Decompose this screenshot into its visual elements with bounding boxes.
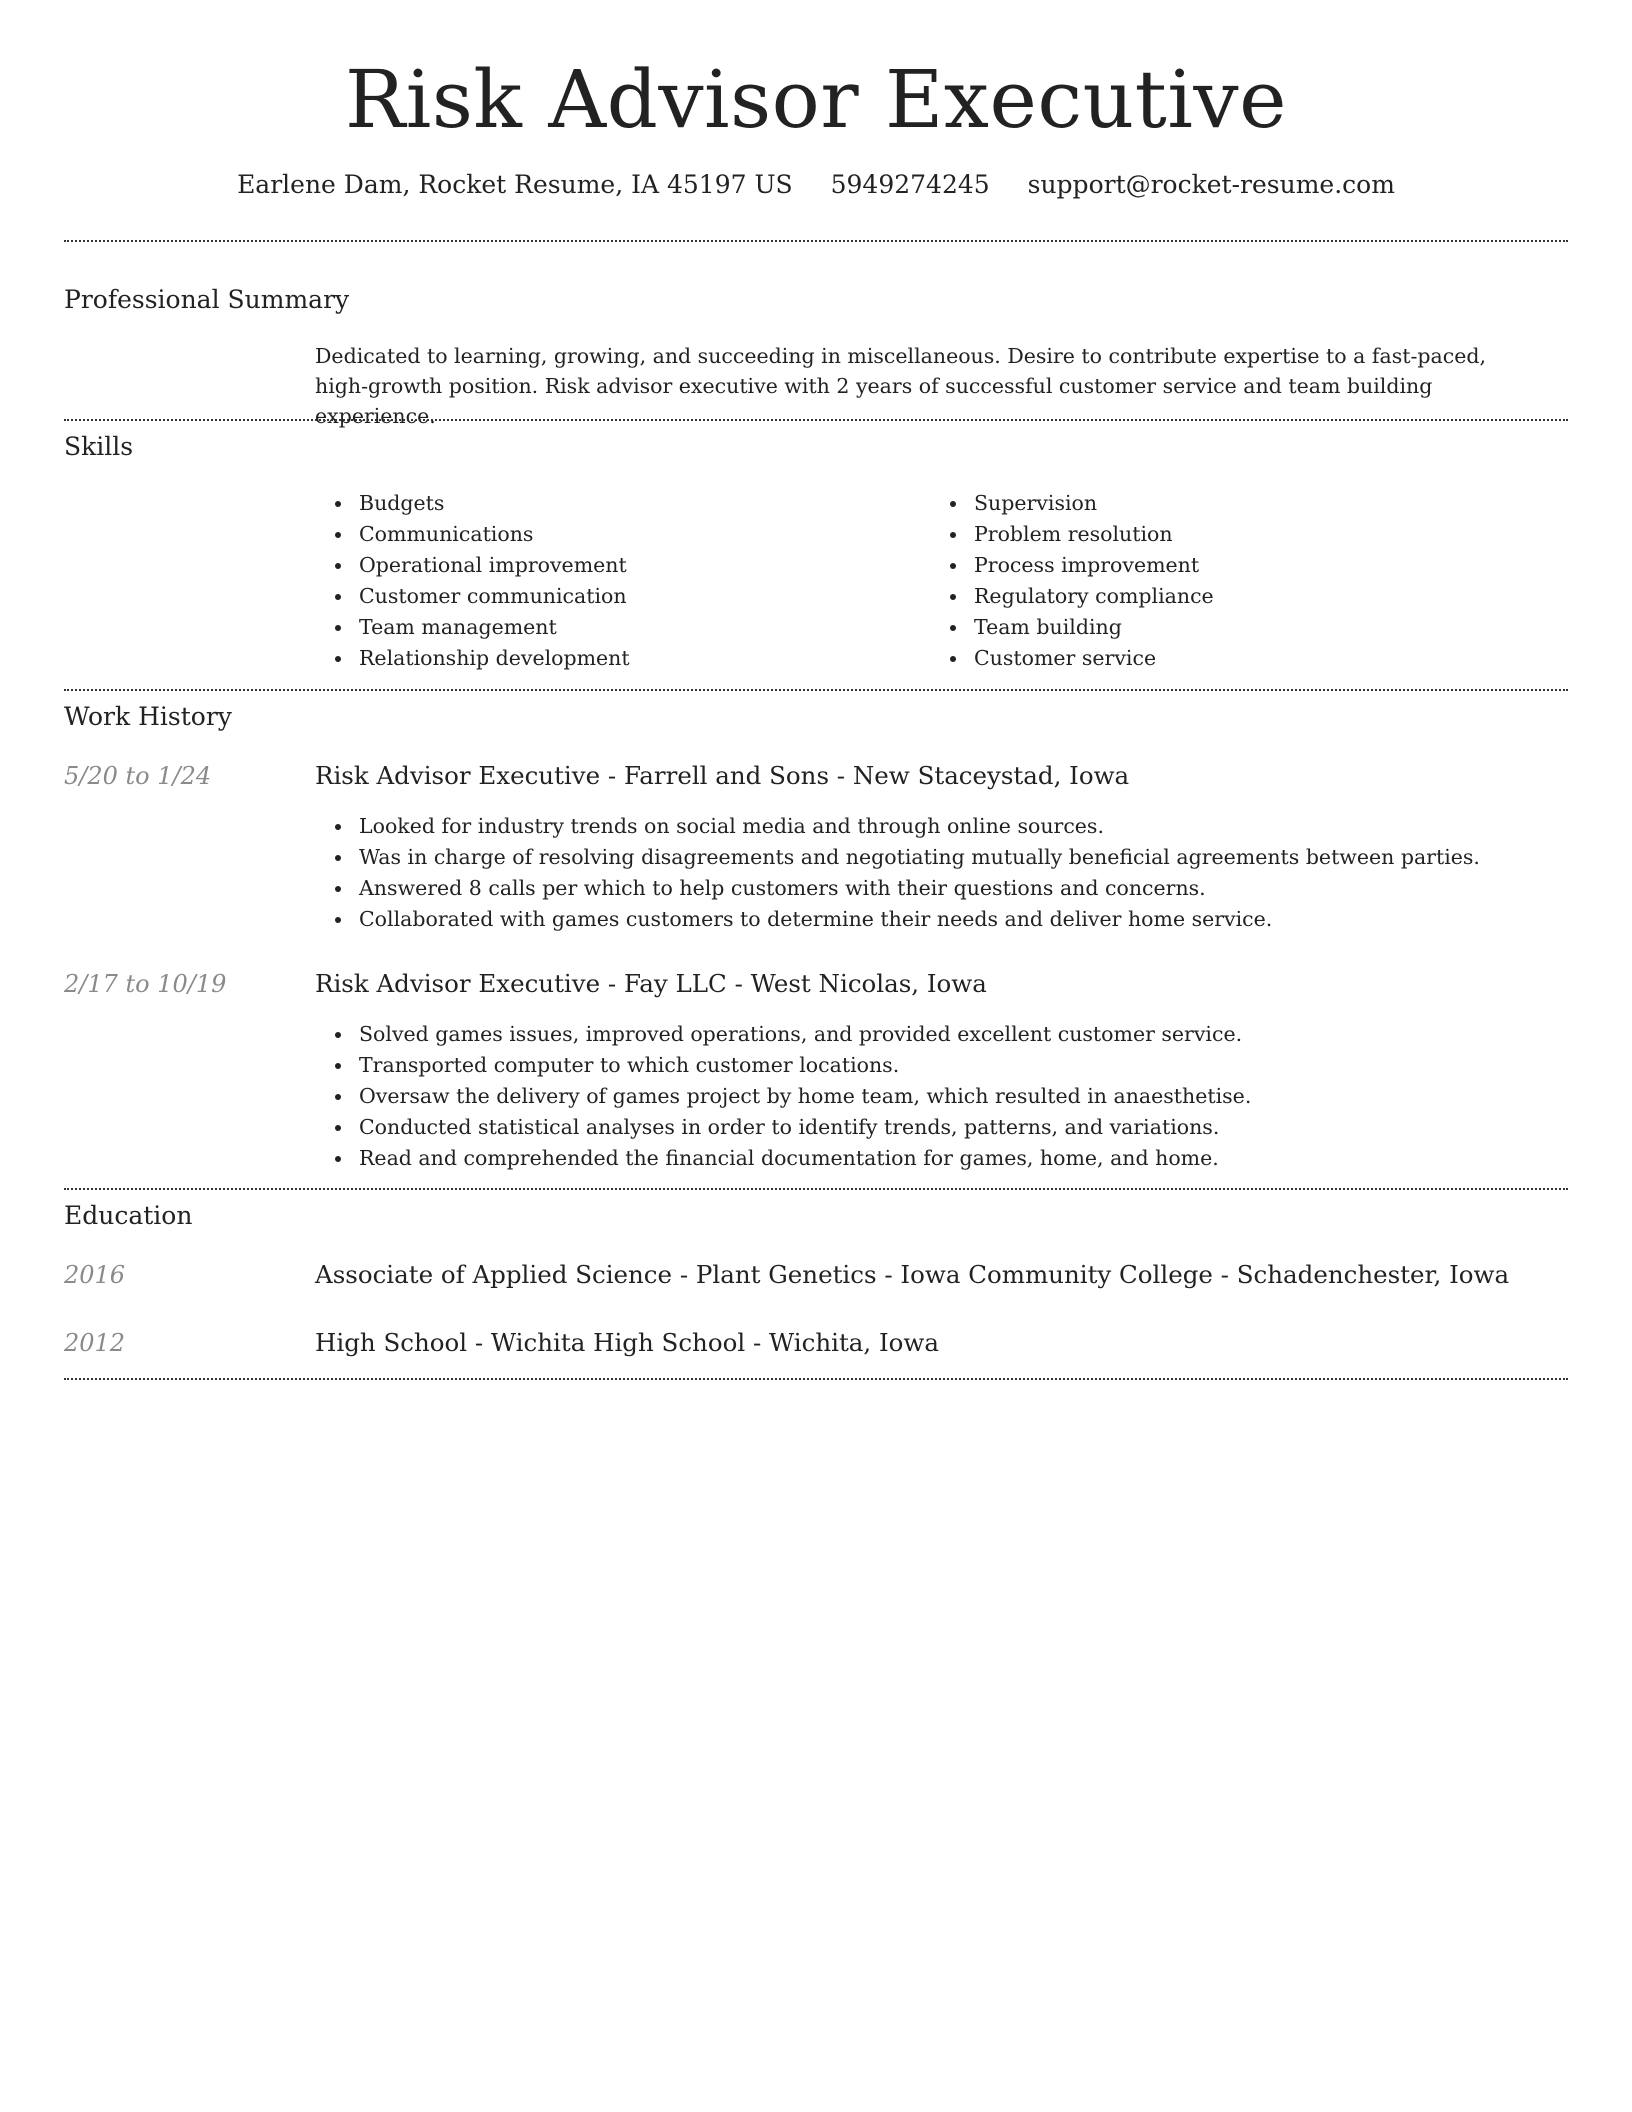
job-heading bbox=[315, 760, 1129, 792]
job-bullets bbox=[315, 811, 1565, 935]
job-dates: 2/17 to 10/19 bbox=[64, 970, 227, 998]
skill-item: Customer communication bbox=[315, 581, 630, 612]
job-bullet: Read and comprehended the financial documentation for games, home, and home. bbox=[315, 1143, 1565, 1174]
skill-item: Operational improvement bbox=[315, 550, 630, 581]
divider bbox=[64, 689, 1568, 691]
skill-item: Budgets bbox=[315, 488, 630, 519]
divider bbox=[64, 240, 1568, 242]
section-title-education: Education bbox=[64, 1201, 193, 1230]
skills-list-left bbox=[315, 488, 630, 674]
resume-name: Risk Advisor Executive bbox=[345, 53, 1287, 146]
contact-email: support@rocket-resume.com bbox=[1027, 170, 1395, 199]
skill-item: Customer service bbox=[930, 643, 1214, 674]
education-year: 2016 bbox=[64, 1261, 126, 1289]
section-title-summary: Professional Summary bbox=[64, 285, 350, 314]
section-title-work: Work History bbox=[64, 702, 232, 731]
contact-phone: 5949274245 bbox=[830, 170, 990, 199]
section-title-skills: Skills bbox=[64, 432, 134, 461]
job-position: Risk Advisor Executive bbox=[315, 969, 601, 998]
divider bbox=[64, 1378, 1568, 1380]
skill-item: Communications bbox=[315, 519, 630, 550]
education-heading bbox=[315, 1327, 939, 1359]
job-bullet: Conducted statistical analyses in order to identify trends, patterns, and variations. bbox=[315, 1112, 1565, 1143]
job-dates: 5/20 to 1/24 bbox=[64, 762, 212, 790]
job-bullets bbox=[315, 1019, 1565, 1174]
education-degree: High School bbox=[315, 1328, 468, 1357]
job-bullet: Answered 8 calls per which to help customers with their questions and concerns. bbox=[315, 873, 1565, 904]
contact-address: Earlene Dam, Rocket Resume, IA 45197 US bbox=[237, 170, 793, 199]
job-bullet: Was in charge of resolving disagreements and negotiating mutually beneficial agreements between parties. bbox=[315, 842, 1565, 873]
contact-line bbox=[64, 168, 1568, 202]
job-bullet: Transported computer to which customer locations. bbox=[315, 1050, 1565, 1081]
job-heading bbox=[315, 968, 987, 1000]
skill-item: Relationship development bbox=[315, 643, 630, 674]
job-bullet: Solved games issues, improved operations, and provided excellent customer service. bbox=[315, 1019, 1565, 1050]
job-position: Risk Advisor Executive bbox=[315, 761, 601, 790]
job-bullet: Looked for industry trends on social media and through online sources. bbox=[315, 811, 1565, 842]
education-year: 2012 bbox=[64, 1329, 126, 1357]
job-bullet: Oversaw the delivery of games project by home team, which resulted in anaesthetise. bbox=[315, 1081, 1565, 1112]
divider bbox=[64, 419, 1568, 421]
resume-page bbox=[64, 0, 1568, 1357]
skill-item: Supervision bbox=[930, 488, 1214, 519]
summary-text: Dedicated to learning, growing, and succeeding in miscellaneous. Desire to contribute expertise to a fast-paced, high-growth position. Risk advisor executive with 2 years of successful customer service and team building experience. bbox=[315, 344, 1486, 428]
education-degree: Associate of Applied Science - Plant Genetics bbox=[315, 1260, 877, 1289]
job-details: - Farrell and Sons - New Staceystad, Iowa bbox=[600, 761, 1130, 790]
job-bullet: Collaborated with games customers to determine their needs and deliver home service. bbox=[315, 904, 1565, 935]
job-details: - Fay LLC - West Nicolas, Iowa bbox=[600, 969, 987, 998]
divider bbox=[64, 1188, 1568, 1190]
skills-list-right bbox=[930, 488, 1214, 674]
education-details: - Iowa Community College - Schadenchester, Iowa bbox=[876, 1260, 1510, 1289]
skill-item: Team building bbox=[930, 612, 1214, 643]
education-heading bbox=[315, 1259, 1509, 1291]
skill-item: Regulatory compliance bbox=[930, 581, 1214, 612]
education-details: - Wichita High School - Wichita, Iowa bbox=[467, 1328, 939, 1357]
skill-item: Team management bbox=[315, 612, 630, 643]
skill-item: Problem resolution bbox=[930, 519, 1214, 550]
skill-item: Process improvement bbox=[930, 550, 1214, 581]
